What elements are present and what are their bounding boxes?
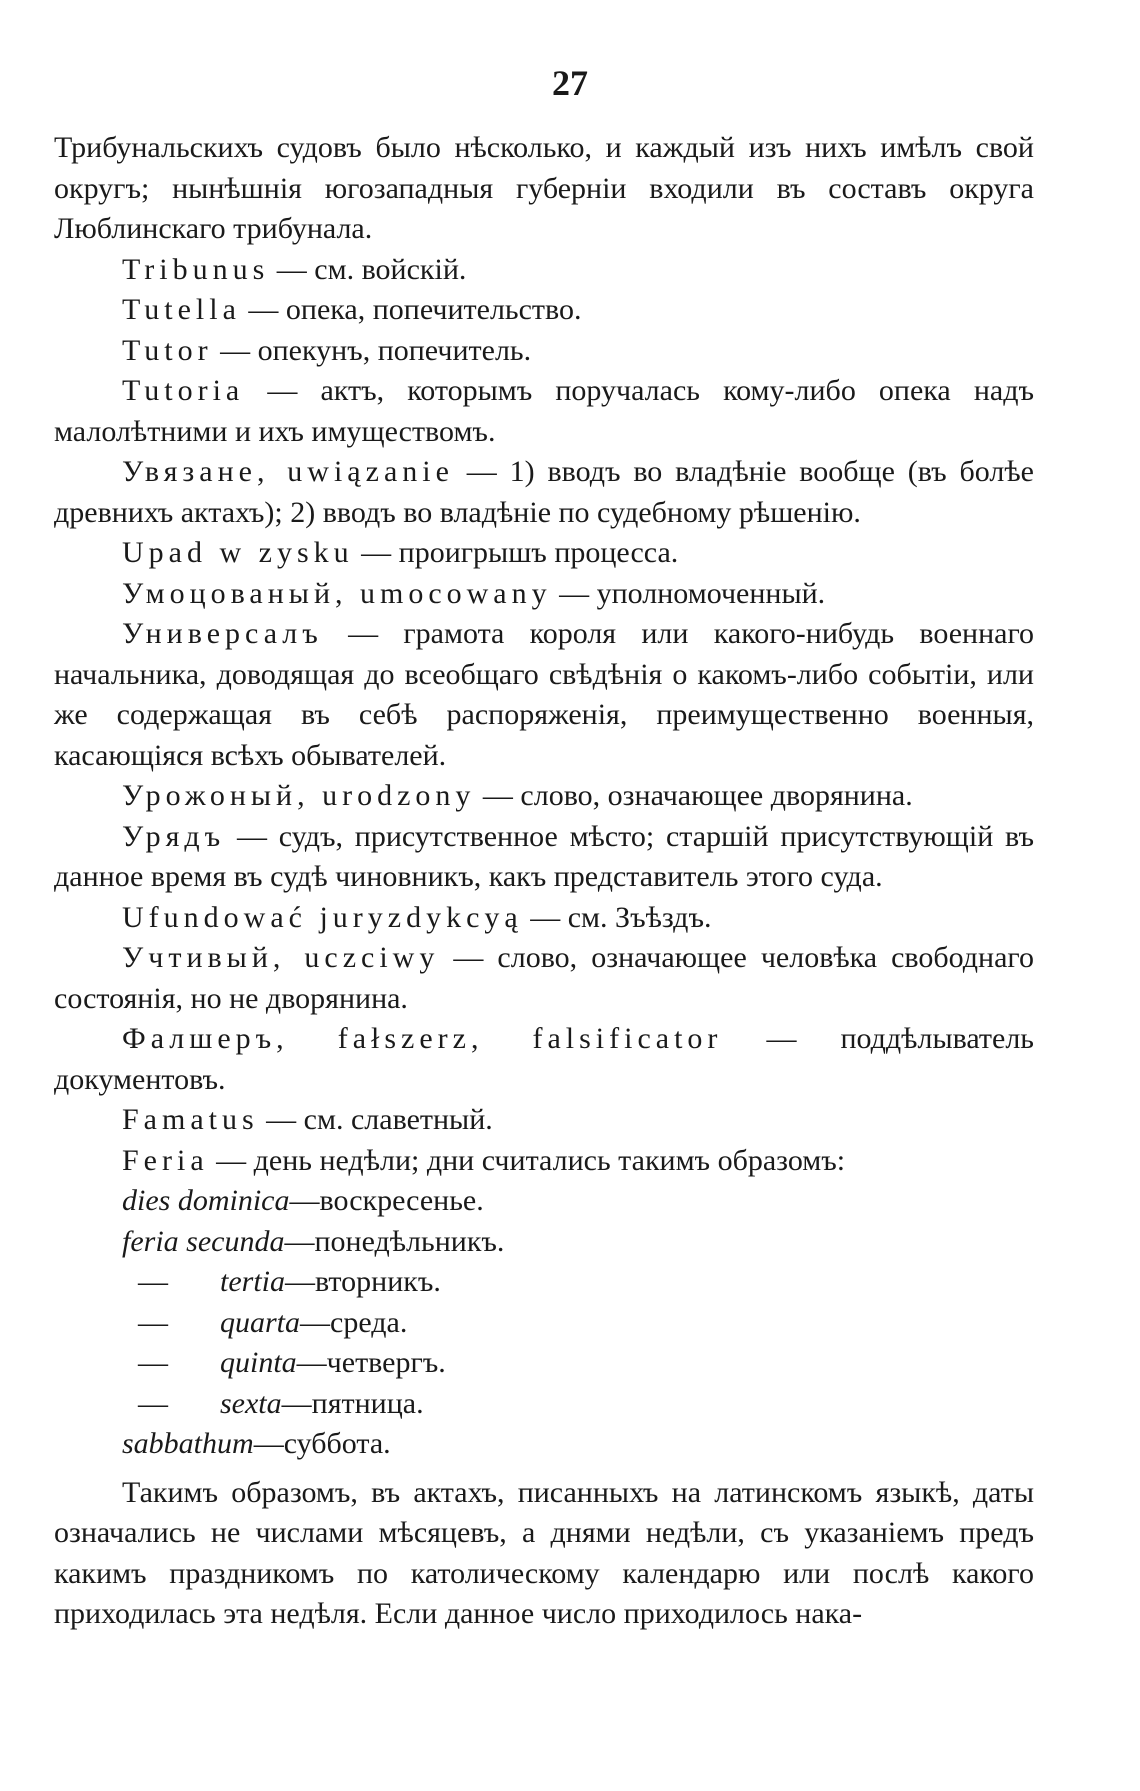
entry-definition: — уполномоченный.: [551, 576, 826, 610]
entry-term: Урожоный, urodzony: [122, 779, 476, 812]
entry-tutor: [54, 331, 1034, 372]
entry-term: Upad w zysku: [122, 536, 354, 569]
entry-urozhony: [54, 776, 1034, 817]
entry-definition: — слово, означающее человѣка свободнаго состоянія, но не дворянина.: [54, 941, 1034, 1015]
entry-tutella: [54, 290, 1034, 331]
entry-feria: [54, 1141, 1034, 1182]
ditto-dash: —: [138, 1265, 168, 1298]
ditto-dash: —: [138, 1305, 168, 1339]
entry-term: Увязане, uwiązanie: [122, 455, 454, 488]
entry-definition: — день недѣли; дни считались такимъ образомъ:: [208, 1143, 846, 1177]
entry-definition: — судъ, присутственное мѣсто; старшій присутствующій въ данное время въ судѣ чиновникъ, какъ представитель этого суда.: [54, 819, 1034, 893]
entry-famatus: [54, 1100, 1034, 1141]
weekday-russian: —вторникъ.: [285, 1265, 441, 1298]
weekday-russian: —четвергъ.: [296, 1346, 446, 1379]
entry-definition: — опека, попечительство.: [240, 293, 582, 326]
entry-definition: — актъ, которымъ поручалась кому-либо опека надъ малолѣтними и ихъ имуществомъ.: [54, 374, 1034, 448]
weekday-list: [54, 1181, 1034, 1465]
entry-term: Фалшеръ, fałszerz, falsificator: [122, 1022, 723, 1055]
entry-term: Feria: [122, 1143, 209, 1177]
weekday-line: [54, 1384, 1034, 1425]
entry-definition: — грамота короля или какого-нибудь военнаго начальника, доводящая до всеобщаго свѣдѣнія о какомъ-либо событіи, или же содержащая въ себѣ распоряженія, преимущественно военныя, касающіяся всѣхъ обывателей.: [54, 617, 1034, 772]
weekday-latin: quarta: [220, 1305, 301, 1339]
entry-umocovany: [54, 574, 1034, 615]
entry-definition: — опекунъ, попечитель.: [212, 333, 532, 367]
ditto-dash: —: [138, 1346, 168, 1379]
weekday-line: [54, 1424, 1034, 1465]
entry-definition: — поддѣлыватель документовъ.: [54, 1022, 1034, 1096]
weekday-russian: —воскресенье.: [289, 1184, 484, 1217]
entry-definition: — слово, означающее дворянина.: [475, 779, 913, 812]
entry-universal: [54, 614, 1034, 776]
entry-term: Урядъ: [122, 819, 226, 853]
weekday-line: [54, 1222, 1034, 1263]
entry-uchtivy: [54, 938, 1034, 1019]
paragraph-dating: Такимъ образомъ, въ актахъ, писанныхъ на латинскомъ языкѣ, даты означались не числами мѣсяцевъ, а днями недѣли, съ указаніемъ предъ какимъ праздникомъ по католическому календарю или послѣ какого приходилась эта недѣля. Если данное число приходилось нака-: [54, 1475, 1034, 1630]
entry-tribunus: [54, 250, 1034, 291]
weekday-line: [54, 1181, 1034, 1222]
weekday-line: [54, 1262, 1034, 1303]
weekday-line: [54, 1303, 1034, 1344]
paragraph-tribunals: Трибунальскихъ судовъ было нѣсколько, и каждый изъ нихъ имѣлъ свой округъ; нынѣшнія югозападныя губерніи входили въ составъ округа Люблинскаго трибунала.: [54, 131, 1034, 245]
entry-tutoria: [54, 371, 1034, 452]
page-body: [54, 128, 1034, 1635]
entry-term: Tribunus: [122, 252, 270, 286]
entry-term: Tutoria: [122, 374, 245, 407]
entry-definition: — см. войскій.: [269, 252, 467, 286]
entry-uvyazane: [54, 452, 1034, 533]
entry-ufundowac: [54, 898, 1034, 939]
entry-term: Tutella: [122, 293, 241, 326]
entry-upad: [54, 533, 1034, 574]
ditto-dash: —: [138, 1386, 168, 1420]
entry-definition: — проигрышъ процесса.: [353, 536, 679, 569]
weekday-latin: tertia: [220, 1265, 285, 1298]
entry-term: Учтивый, uczciwy: [122, 941, 440, 974]
weekday-line: [54, 1343, 1034, 1384]
entry-definition: — 1) вводъ во владѣніе вообще (въ болѣе древнихъ актахъ); 2) вводъ во владѣніе по судебному рѣшенію.: [54, 455, 1034, 529]
entry-term: Умоцованый, umocowany: [122, 576, 552, 610]
weekday-latin: sabbathum: [122, 1427, 254, 1460]
weekday-russian: —понедѣльникъ.: [284, 1224, 505, 1258]
entry-uryad: [54, 817, 1034, 898]
entry-definition: — см. славетный.: [258, 1103, 493, 1136]
weekday-russian: —пятница.: [281, 1386, 424, 1420]
weekday-russian: —среда.: [300, 1305, 408, 1339]
entry-falsher: [54, 1019, 1034, 1100]
weekday-latin: sexta: [220, 1386, 282, 1420]
entry-term: Универсалъ: [122, 617, 323, 650]
weekday-russian: —суббота.: [253, 1427, 391, 1460]
entry-term: Ufundować juryzdykcyą: [122, 900, 523, 934]
entry-term: Famatus: [122, 1103, 259, 1136]
entry-definition: — см. Зъѣздъ.: [522, 900, 712, 934]
weekday-latin: feria secunda: [122, 1224, 285, 1258]
page-number: 27: [552, 63, 588, 103]
weekday-latin: dies dominica: [122, 1184, 290, 1217]
weekday-latin: quinta: [220, 1346, 297, 1379]
entry-term: Tutor: [122, 333, 213, 367]
